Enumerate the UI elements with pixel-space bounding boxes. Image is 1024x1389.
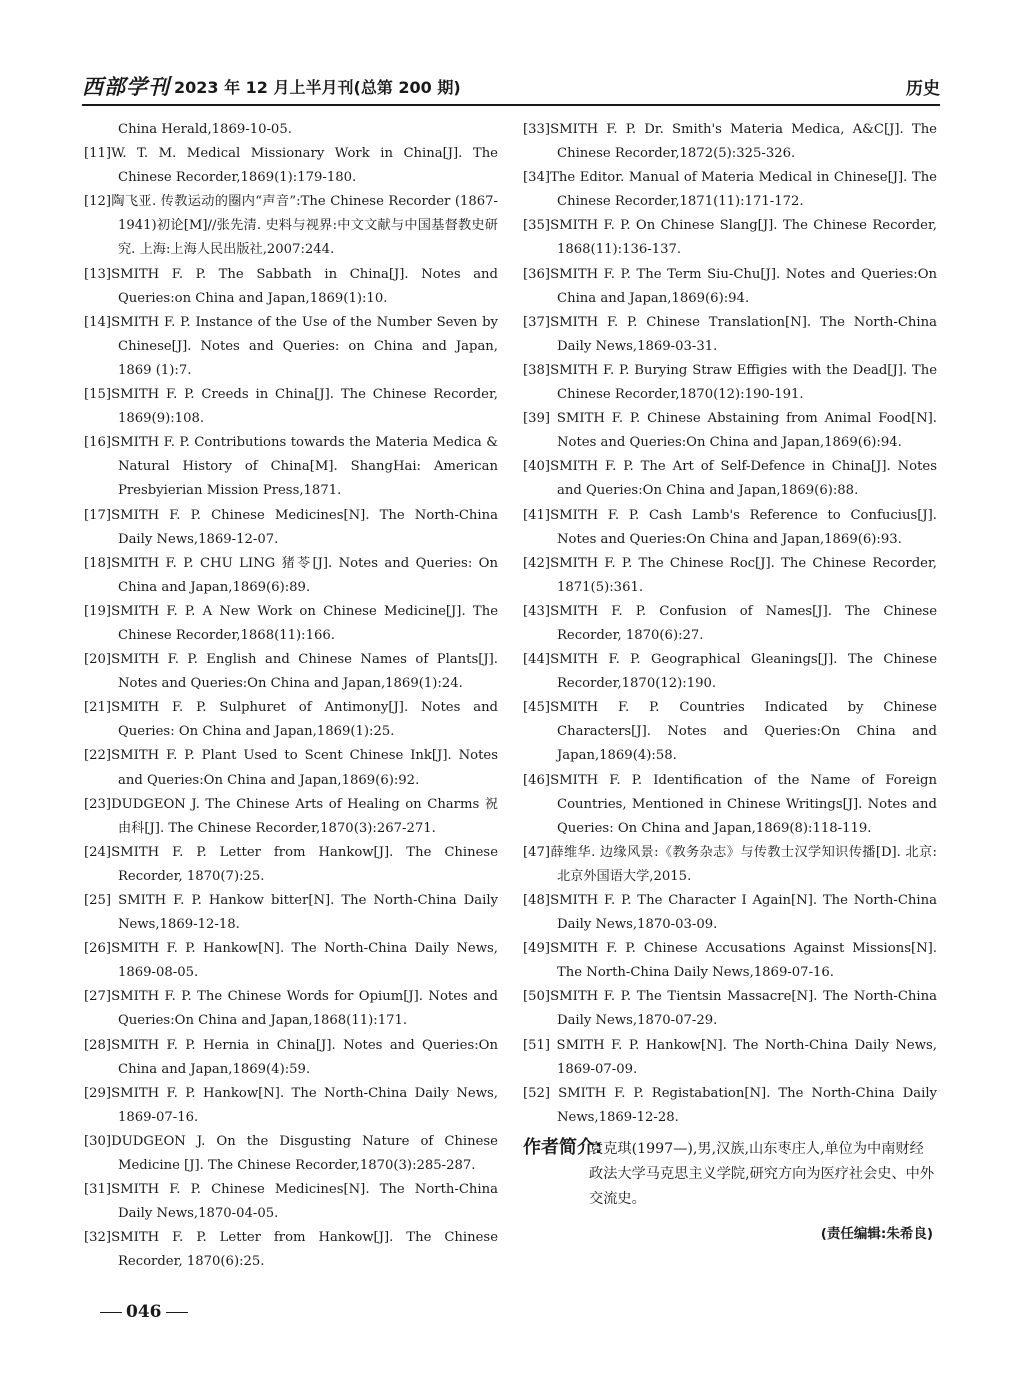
reference-continuation: China Herald,1869-10-05. — [118, 122, 292, 137]
running-header — [82, 68, 940, 104]
reference-item: [38]SMITH F. P. Burying Straw Effigies with the Dead[J]. The Chinese Recorder,1870(12):190-191. — [523, 362, 937, 403]
reference-item: [41]SMITH F. P. Cash Lamb's Reference to Confucius[J]. Notes and Queries:On China and Japan,1869(6):93. — [523, 507, 937, 547]
header-left — [82, 71, 461, 101]
reference-item: [17]SMITH F. P. Chinese Medicines[N]. The North-China Daily News,1869-12-07. — [84, 507, 498, 547]
reference-item: [11]W. T. M. Medical Missionary Work in China[J]. The Chinese Recorder,1869(1):179-180. — [84, 146, 498, 186]
reference-item: [32]SMITH F. P. Letter from Hankow[J]. The Chinese Recorder, 1870(6):25. — [84, 1230, 498, 1270]
header-rule — [82, 104, 940, 106]
page-number-dash-right — [166, 1312, 188, 1313]
reference-item: [18]SMITH F. P. CHU LING 猪苓[J]. Notes and Queries: On China and Japan,1869(6):89. — [84, 555, 498, 595]
page-number-value: 046 — [126, 1302, 162, 1322]
reference-item: [27]SMITH F. P. The Chinese Words for Opium[J]. Notes and Queries:On China and Japan,1868(11):171. — [84, 989, 498, 1029]
reference-item: [25] SMITH F. P. Hankow bitter[N]. The North-China Daily News,1869-12-18. — [84, 893, 498, 933]
reference-item: [43]SMITH F. P. Confusion of Names[J]. The Chinese Recorder, 1870(6):27. — [523, 603, 937, 643]
reference-item: [34]The Editor. Manual of Materia Medical in Chinese[J]. The Chinese Recorder,1871(11):171-172. — [523, 170, 937, 210]
author-bio — [523, 1135, 937, 1212]
reference-item: [49]SMITH F. P. Chinese Accusations Against Missions[N]. The North-China Daily News,1869-07-16. — [523, 941, 937, 981]
author-bio-text: 袁克琪(1997—),男,汉族,山东枣庄人,单位为中南财经政法大学马克思主义学院,研究方向为医疗社会史、中外交流史。 — [589, 1141, 935, 1207]
issue-info: 2023 年 12 月上半月刊(总第 200 期) — [174, 77, 461, 97]
author-bio-label: 作者简介: — [523, 1137, 603, 1158]
reference-item: [46]SMITH F. P. Identification of the Name of Foreign Countries, Mentioned in Chinese Writings[J]. Notes and Queries: On China and Japan,1869(8):118-119. — [523, 772, 937, 836]
reference-item: [36]SMITH F. P. The Term Siu-Chu[J]. Notes and Queries:On China and Japan,1869(6):94. — [523, 266, 937, 306]
reference-item: [48]SMITH F. P. The Character I Again[N]. The North-China Daily News,1870-03-09. — [523, 893, 937, 933]
reference-item: [22]SMITH F. P. Plant Used to Scent Chinese Ink[J]. Notes and Queries:On China and Japan,1869(6):92. — [84, 748, 498, 788]
references-left-column — [84, 118, 498, 1275]
reference-item: [52] SMITH F. P. Registabation[N]. The North-China Daily News,1869-12-28. — [523, 1085, 937, 1125]
reference-item: [39] SMITH F. P. Chinese Abstaining from Animal Food[N]. Notes and Queries:On China and Japan,1869(6):94. — [523, 411, 937, 451]
reference-item: [12]陶飞亚. 传教运动的圈内“声音”:The Chinese Recorder (1867-1941)初论[M]//张先清. 史料与视界:中文文献与中国基督教史研究. 上海:上海人民出版社,2007:244. — [84, 194, 498, 258]
references-right-column — [523, 118, 937, 1130]
section-name: 历史 — [906, 78, 940, 99]
reference-item: [15]SMITH F. P. Creeds in China[J]. The Chinese Recorder, 1869(9):108. — [84, 387, 498, 427]
reference-item: [30]DUDGEON J. On the Disgusting Nature of Chinese Medicine [J]. The Chinese Recorder,1870(3):285-287. — [84, 1133, 498, 1174]
reference-item: [24]SMITH F. P. Letter from Hankow[J]. The Chinese Recorder, 1870(7):25. — [84, 844, 498, 884]
reference-item: [13]SMITH F. P. The Sabbath in China[J]. Notes and Queries:on China and Japan,1869(1):10. — [84, 266, 498, 306]
reference-item: [35]SMITH F. P. On Chinese Slang[J]. The Chinese Recorder, 1868(11):136-137. — [523, 218, 937, 258]
responsible-editor: (责任编辑:朱希良) — [820, 1226, 933, 1242]
reference-item: [50]SMITH F. P. The Tientsin Massacre[N]. The North-China Daily News,1870-07-29. — [523, 989, 937, 1029]
reference-item: [47]薛维华. 边缘风景:《教务杂志》与传教士汉学知识传播[D]. 北京:北京外国语大学,2015. — [523, 844, 937, 884]
reference-item: [21]SMITH F. P. Sulphuret of Antimony[J]. Notes and Queries: On China and Japan,1869(1):25. — [84, 700, 498, 740]
reference-item: [37]SMITH F. P. Chinese Translation[N]. The North-China Daily News,1869-03-31. — [523, 314, 937, 354]
journal-name: 西部学刊 — [82, 74, 170, 99]
reference-item: [40]SMITH F. P. The Art of Self-Defence in China[J]. Notes and Queries:On China and Japan,1869(6):88. — [523, 459, 937, 499]
reference-item: [28]SMITH F. P. Hernia in China[J]. Notes and Queries:On China and Japan,1869(4):59. — [84, 1037, 498, 1077]
reference-item: [14]SMITH F. P. Instance of the Use of the Number Seven by Chinese[J]. Notes and Queries: on China and Japan, 1869 (1):7. — [84, 314, 498, 378]
page-number-dash-left — [100, 1312, 122, 1313]
reference-item: [44]SMITH F. P. Geographical Gleanings[J]. The Chinese Recorder,1870(12):190. — [523, 652, 937, 692]
reference-item: [26]SMITH F. P. Hankow[N]. The North-China Daily News, 1869-08-05. — [84, 941, 498, 981]
reference-item: [31]SMITH F. P. Chinese Medicines[N]. The North-China Daily News,1870-04-05. — [84, 1182, 498, 1222]
reference-item: [20]SMITH F. P. English and Chinese Names of Plants[J]. Notes and Queries:On China and Japan,1869(1):24. — [84, 652, 498, 692]
page-number — [96, 1302, 192, 1322]
reference-item: [51] SMITH F. P. Hankow[N]. The North-China Daily News, 1869-07-09. — [523, 1037, 937, 1077]
reference-item: [33]SMITH F. P. Dr. Smith's Materia Medica, A&C[J]. The Chinese Recorder,1872(5):325-326. — [523, 122, 937, 162]
reference-item: [16]SMITH F. P. Contributions towards the Materia Medica & Natural History of China[M]. ShangHai: American Presbyierian Mission Press,1871. — [84, 435, 498, 499]
reference-item: [42]SMITH F. P. The Chinese Roc[J]. The Chinese Recorder, 1871(5):361. — [523, 555, 937, 595]
reference-item: [45]SMITH F. P. Countries Indicated by Chinese Characters[J]. Notes and Queries:On China and Japan,1869(4):58. — [523, 700, 937, 764]
reference-item: [23]DUDGEON J. The Chinese Arts of Healing on Charms 祝由科[J]. The Chinese Recorder,1870(3):267-271. — [84, 796, 498, 836]
reference-item: [19]SMITH F. P. A New Work on Chinese Medicine[J]. The Chinese Recorder,1868(11):166. — [84, 603, 498, 643]
reference-item: [29]SMITH F. P. Hankow[N]. The North-China Daily News, 1869-07-16. — [84, 1085, 498, 1125]
